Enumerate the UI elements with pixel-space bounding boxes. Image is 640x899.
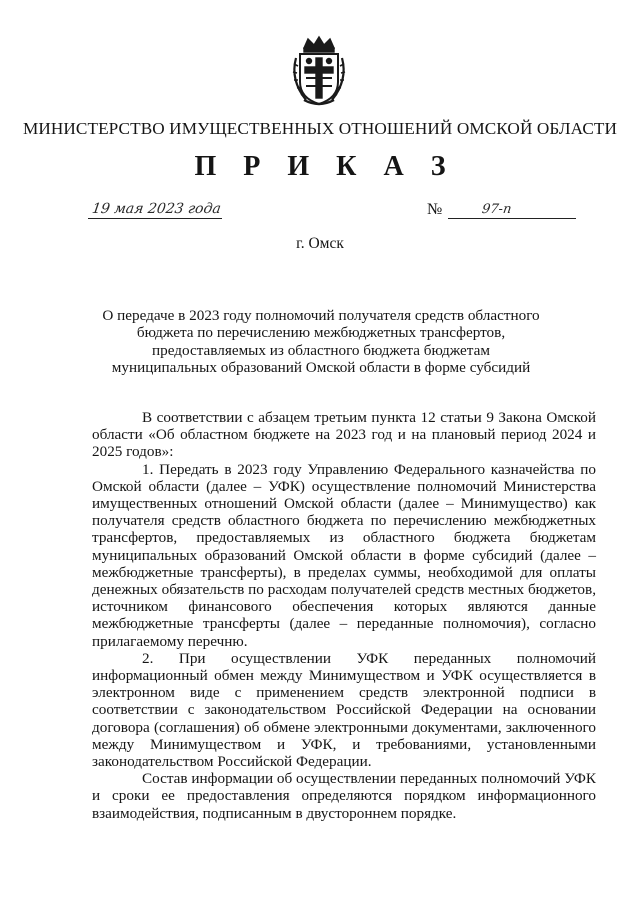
number-sign: №: [427, 201, 443, 218]
omsk-coat-of-arms-icon: [288, 34, 350, 108]
number-underline: [448, 218, 576, 219]
intro-paragraph: В соответствии с абзацем третьим пункта 12 статьи 9 Закона Омской области «Об областном бюджете на 2023 год и на плановый период 2024 и 2025 годов»:: [92, 409, 596, 461]
paragraph-3: Состав информации об осуществлении переданных полномочий УФК и сроки ее предоставления определяются порядком информационного взаимодействия, подписанным в двустороннем порядке.: [92, 770, 596, 822]
order-subject: О передаче в 2023 году полномочий получателя средств областного бюджета по перечислению межбюджетных трансфертов, предоставляемых из областного бюджета бюджетам муниципальных образований Омской области в форме субсидий: [102, 307, 540, 377]
order-body: [92, 409, 596, 822]
order-number: 97-п: [480, 202, 513, 217]
city-line: г. Омск: [296, 235, 344, 252]
ministry-name: МИНИСТЕРСТВО ИМУЩЕСТВЕННЫХ ОТНОШЕНИЙ ОМСКОЙ ОБЛАСТИ: [23, 119, 617, 138]
paragraph-2: 2. При осуществлении УФК переданных полномочий информационный обмен между Минимуществом и УФК осуществляется в электронном виде с применением средств электронной подписи в соответствии с законодательством Российской Федерации на основании договора (соглашения) об обмене электронными документами, заключенного между Минимуществом и УФК, и требованиями, установленными законодательством Российской Федерации.: [92, 649, 596, 771]
paragraph-1: 1. Передать в 2023 году Управлению Федерального казначейства по Омской области (далее – УФК) осуществление полномочий Министерства имущественных отношений Омской области (далее – Минимущество) как получателя средств областного бюджета по перечислению межбюджетных трансфертов, предоставляемых из областного бюджета бюджетам муниципальных образований Омской области в форме субсидий (далее – межбюджетные трансферты), в пределах суммы, необходимой для оплаты денежных обязательств по расходам получателей средств местных бюджетов, источником финансового обеспечения которых являются данные межбюджетные трансферты (далее – переданные полномочия), согласно прилагаемому перечню.: [92, 460, 596, 650]
date-underline: [88, 218, 222, 219]
document-type-title: П Р И К А З: [194, 151, 456, 182]
order-date: 19 мая 2023 года: [90, 201, 222, 217]
